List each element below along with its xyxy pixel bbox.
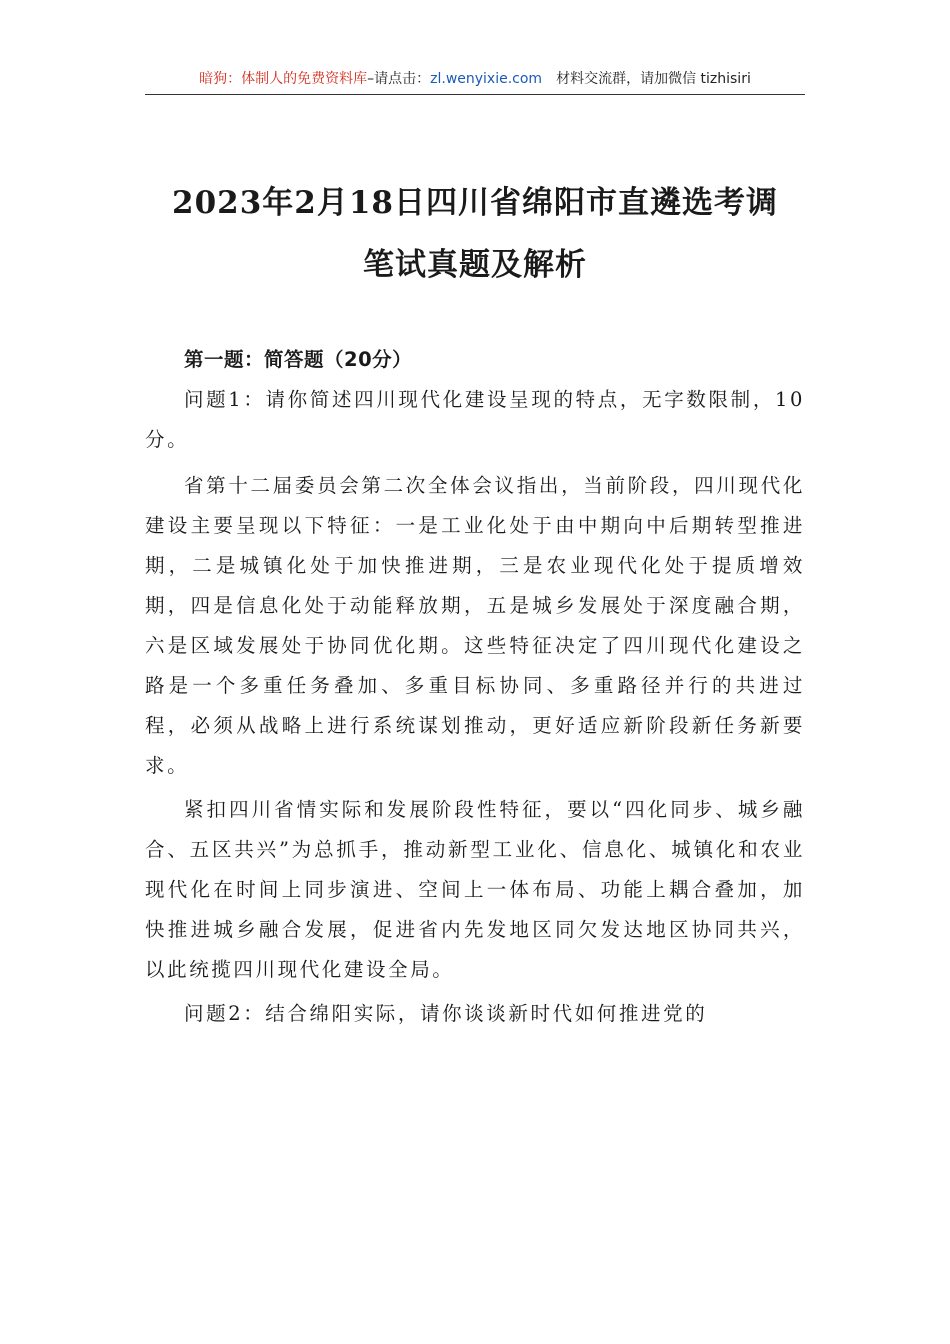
page-header: [145, 68, 805, 95]
document-body: [145, 340, 805, 1038]
answer-paragraph-1: 省第十二届委员会第二次全体会议指出，当前阶段，四川现代化建设主要呈现以下特征：一是工业化处于由中期向中后期转型推进期，二是城镇化处于加快推进期，三是农业现代化处于提质增效期，四是信息化处于动能释放期，五是城乡发展处于深度融合期，六是区域发展处于协同优化期。这些特征决定了四川现代化建设之路是一个多重任务叠加、多重目标协同、多重路径并行的共进过程，必须从战略上进行系统谋划推动，更好适应新阶段新任务新要求。: [145, 474, 805, 777]
title-line-1: 2023年2月18日四川省绵阳市直遴选考调: [172, 185, 778, 221]
header-brand: 暗狗：体制人的免费资料库: [199, 71, 368, 87]
section-heading: 第一题：简答题（20分）: [184, 348, 413, 371]
header-url-link[interactable]: zl.wenyixie.com: [430, 71, 543, 87]
answer-paragraph-2: 紧扣四川省情实际和发展阶段性特征，要以“四化同步、城乡融合、五区共兴”为总抓手，推动新型工业化、信息化、城镇化和农业现代化在时间上同步演进、空间上一体布局、功能上耦合叠加，加快推进城乡融合发展，促进省内先发地区同欠发达地区协同共兴，以此统揽四川现代化建设全局。: [145, 798, 805, 981]
header-prompt: –请点击：: [367, 71, 431, 87]
question-1: 问题1：请你简述四川现代化建设呈现的特点，无字数限制，10分。: [145, 388, 805, 451]
question-2: 问题2：结合绵阳实际，请你谈谈新时代如何推进党的: [184, 1002, 708, 1025]
document-title: [145, 172, 805, 296]
header-contact: 材料交流群，请加微信 tizhisiri: [556, 71, 751, 87]
title-line-2: 笔试真题及解析: [363, 247, 587, 283]
